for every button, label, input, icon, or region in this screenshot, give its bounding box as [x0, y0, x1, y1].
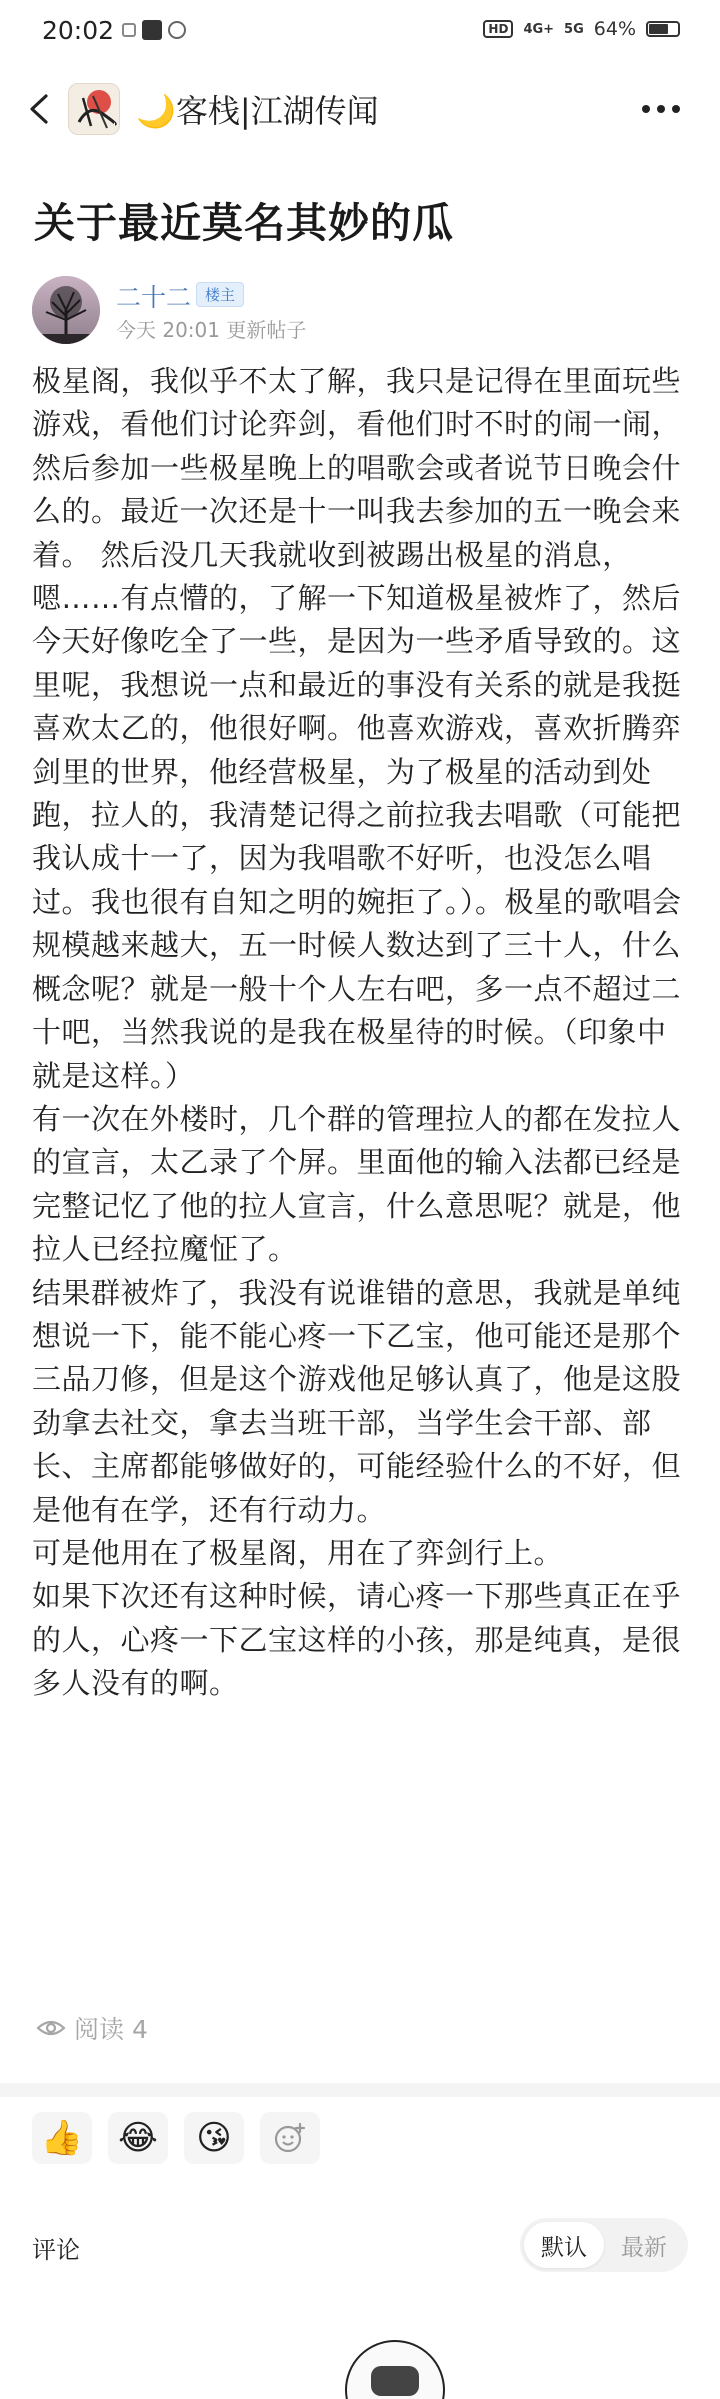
app-notification-icon	[142, 20, 162, 40]
laugh-cry-reaction[interactable]	[108, 2112, 168, 2164]
kiss-icon: 😘	[196, 2118, 232, 2158]
reaction-row	[32, 2112, 320, 2164]
comment-sort-toggle	[520, 2218, 688, 2272]
add-reaction-button[interactable]	[260, 2112, 320, 2164]
gamepad-icon	[371, 2366, 419, 2396]
kiss-reaction[interactable]	[184, 2112, 244, 2164]
post-paragraph: 结果群被炸了，我没有说谁错的意思，我就是单纯想说一下，能不能心疼一下乙宝，他可能还是那个三品刀修，但是这个游戏他足够认真了，他是这股劲拿去社交，拿去当班干部，当学生会干部、部长、主席都能够做好的，可能经验什么的不好，但是他有在学，还有行动力。	[32, 1275, 682, 1527]
comments-header	[0, 2214, 720, 2274]
battery-percentage: 64%	[593, 18, 636, 40]
avatar[interactable]	[32, 276, 100, 344]
chevron-left-icon[interactable]	[24, 92, 56, 126]
nav-bar	[0, 74, 720, 144]
read-count-row	[36, 2010, 148, 2046]
post-paragraph: 极星阁，我似乎不太了解，我只是记得在里面玩些游戏，看他们讨论弈剑，看他们时不时的闹一闹，然后参加一些极星晚上的唱歌会或者说节日晚会什么的。最近一次还是十一叫我去参加的五一晚会来着。 然后没几天我就收到被踢出极星的消息，嗯……有点懵的，了解一下知道极星被炸了，然后今天好像吃全了一些，是因为一些矛盾导致的。这里呢，我想说一点和最近的事没有关系的就是我挺喜欢太乙的，他很好啊。他喜欢游戏，喜欢折腾弈剑里的世界，他经营极星，为了极星的活动到处跑，拉人的，我清楚记得之前拉我去唱歌（可能把我认成十一了，因为我唱歌不好听，也没怎么唱过。我也很有自知之明的婉拒了。）。极星的歌唱会规模越来越大，五一时候人数达到了三十人，什么概念呢？就是一般十个人左右吧，多一点不超过二十吧，当然我说的是我在极星待的时候。（印象中就是这样。）	[32, 364, 682, 1093]
notification-icon	[122, 23, 136, 37]
thumbs-up-reaction[interactable]	[32, 2112, 92, 2164]
sort-default-option[interactable]: 默认	[524, 2222, 604, 2268]
owner-badge: 楼主	[196, 282, 244, 307]
status-notifications	[122, 20, 186, 40]
signal-4g-icon: 4G+	[523, 21, 555, 37]
author-row	[32, 276, 692, 348]
post-paragraph: 可是他用在了极星阁，用在了弈剑行上。	[32, 1535, 564, 1570]
post-body	[32, 360, 692, 1706]
post-title: 关于最近莫名其妙的瓜	[34, 199, 454, 247]
status-time: 20:02	[42, 16, 115, 45]
battery-icon	[646, 21, 680, 37]
forum-logo-emblem-icon	[69, 84, 120, 135]
status-right	[483, 18, 680, 40]
forum-name[interactable]: 🌙客栈|江湖传闻	[136, 92, 379, 130]
ellipsis-icon[interactable]	[642, 105, 680, 113]
section-divider	[0, 2083, 720, 2097]
post-meta: 今天 20:01 更新帖子	[116, 318, 307, 342]
hd-icon: HD	[483, 20, 513, 38]
signal-5g-icon: 5G	[564, 21, 584, 37]
post-paragraph: 如果下次还有这种时候，请心疼一下那些真正在乎的人，心疼一下乙宝这样的小孩，那是纯真，是很多人没有的啊。	[32, 1579, 682, 1701]
eye-icon	[36, 2018, 66, 2038]
comments-label: 评论	[32, 2236, 80, 2264]
floating-action-button[interactable]	[345, 2340, 445, 2399]
sort-latest-option[interactable]: 最新	[621, 2234, 667, 2261]
author-name[interactable]: 二十二	[116, 283, 192, 312]
forum-logo[interactable]	[68, 83, 120, 135]
thumbs-up-icon: 👍	[40, 2118, 84, 2158]
laugh-cry-icon: 😂	[118, 2118, 158, 2158]
nfc-icon	[168, 21, 186, 39]
post-paragraph: 有一次在外楼时，几个群的管理拉人的都在发拉人的宣言，太乙录了个屏。里面他的输入法都已经是完整记忆了他的拉人宣言，什么意思呢？就是，他拉人已经拉魔怔了。	[32, 1101, 682, 1267]
status-bar	[0, 0, 720, 64]
add-emoji-icon	[273, 2121, 307, 2155]
read-count: 阅读 4	[74, 2015, 148, 2044]
tree-icon	[32, 276, 100, 344]
